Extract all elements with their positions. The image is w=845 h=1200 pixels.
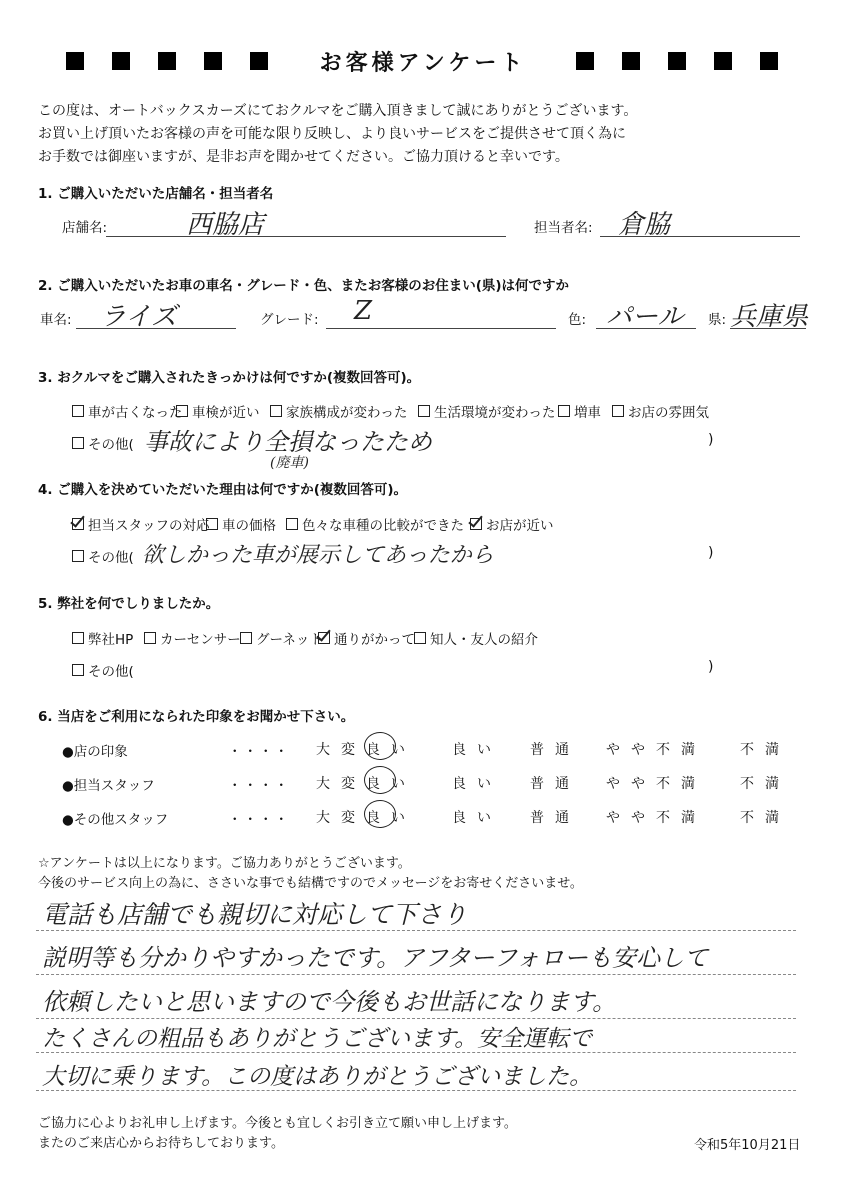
rating-label: ●店の印象 [62, 744, 128, 760]
black-square-icon [622, 52, 640, 70]
close-paren: ) [708, 659, 714, 675]
checkbox[interactable] [72, 550, 84, 562]
rating-option[interactable]: 普通 [530, 810, 580, 826]
checkbox-option[interactable]: 通りがかって [318, 628, 415, 648]
title-row [0, 44, 845, 78]
intro-line: この度は、オートバックスカーズにておクルマをご購入頂きまして誠にありがとうございます。 [38, 103, 638, 119]
rating-option[interactable]: 不満 [740, 742, 790, 758]
checkbox[interactable] [144, 632, 156, 644]
other-reason-value[interactable]: 欲しかった車が展示してあったから [142, 543, 494, 568]
question-4: 4. ご購入を決めていただいた理由は何ですか(複数回答可)。 [38, 482, 408, 498]
checkbox[interactable] [72, 437, 84, 449]
checkbox-option-other[interactable]: その他( [72, 546, 134, 566]
message-ruled-line [36, 974, 796, 975]
question-5: 5. 弊社を何でしりましたか。 [38, 596, 220, 612]
checkbox-option[interactable]: お店が近い [470, 514, 554, 534]
rating-option[interactable]: 普通 [530, 776, 580, 792]
black-square-icon [250, 52, 268, 70]
intro-line: お手数では御座いますが、是非お声を聞かせてください。ご協力頂けると幸いです。 [38, 149, 569, 165]
survey-date: 令和5年10月21日 [694, 1138, 801, 1153]
message-ruled-line [36, 1018, 796, 1019]
rating-option[interactable]: 不満 [740, 810, 790, 826]
close-paren: ) [708, 432, 714, 448]
rating-option[interactable]: 大変良い [316, 742, 416, 758]
checkbox[interactable] [206, 518, 218, 530]
color-underline [596, 328, 696, 329]
footer-line: ご協力に心よりお礼申し上げます。今後とも宜しくお引き立て願い申し上げます。 [38, 1116, 517, 1131]
selected-circle [364, 766, 396, 794]
pref-value[interactable]: 兵庫県 [730, 302, 809, 332]
checkbox-option[interactable]: カーセンサー [144, 628, 241, 648]
color-label: 色: [568, 312, 587, 328]
footer-line: またのご来店心からお待ちしております。 [38, 1136, 284, 1151]
close-paren: ) [708, 545, 714, 561]
closing-line: 今後のサービス向上の為に、ささいな事でも結構ですのでメッセージをお寄せくださいませ。 [38, 876, 583, 891]
rating-dots: ・・・・ [228, 744, 290, 760]
other-reason-note: (廃車) [270, 455, 309, 471]
car-value[interactable]: ライズ [100, 302, 177, 332]
black-square-icon [158, 52, 176, 70]
checkbox-option[interactable]: お店の雰囲気 [612, 401, 709, 421]
checkbox-checked[interactable] [72, 518, 84, 530]
rating-dots: ・・・・ [228, 812, 290, 828]
checkbox[interactable] [240, 632, 252, 644]
staff-value[interactable]: 倉脇 [618, 210, 671, 240]
rating-label: ●その他スタッフ [62, 812, 169, 828]
checkbox-option[interactable]: 増車 [558, 401, 601, 421]
rating-option[interactable]: やや不満 [606, 810, 706, 826]
rating-option[interactable]: 大変良い [316, 776, 416, 792]
black-square-icon [760, 52, 778, 70]
store-value[interactable]: 西脇店 [186, 210, 265, 240]
black-square-icon [112, 52, 130, 70]
checkbox-option[interactable]: 知人・友人の紹介 [414, 628, 538, 648]
selected-circle [364, 800, 396, 828]
checkbox-option[interactable]: 色々な車種の比較ができた [286, 514, 464, 534]
checkbox-option-other[interactable]: その他( [72, 433, 134, 453]
checkbox-option[interactable]: 担当スタッフの対応 [72, 514, 210, 534]
checkbox-option[interactable]: 生活環境が変わった [418, 401, 555, 421]
staff-label: 担当者名: [534, 220, 593, 236]
rating-option[interactable]: やや不満 [606, 776, 706, 792]
rating-label: ●担当スタッフ [62, 778, 155, 794]
staff-underline [600, 236, 800, 237]
checkbox-option[interactable]: 家族構成が変わった [270, 401, 407, 421]
grade-value[interactable]: Z [354, 296, 373, 326]
rating-option[interactable]: 良い [452, 742, 502, 758]
grade-underline [326, 328, 556, 329]
black-square-icon [204, 52, 222, 70]
black-square-icon [66, 52, 84, 70]
checkbox[interactable] [612, 405, 624, 417]
message-text[interactable]: たくさんの粗品もありがとうございます。安全運転で [42, 1026, 593, 1052]
checkbox[interactable] [418, 405, 430, 417]
checkbox-checked[interactable] [318, 632, 330, 644]
question-6: 6. 当店をご利用になられた印象をお聞かせ下さい。 [38, 709, 355, 725]
grade-label: グレード: [260, 312, 319, 328]
checkbox[interactable] [558, 405, 570, 417]
question-2: 2. ご購入いただいたお車の車名・グレード・色、またお客様のお住まい(県)は何ですか [38, 278, 570, 294]
checkbox-option[interactable]: 車検が近い [176, 401, 260, 421]
checkbox-checked[interactable] [470, 518, 482, 530]
question-1: 1. ご購入いただいた店舗名・担当者名 [38, 186, 274, 202]
checkbox[interactable] [72, 632, 84, 644]
checkbox-option[interactable]: 弊社HP [72, 628, 133, 648]
checkbox-option[interactable]: グーネット [240, 628, 323, 648]
message-text[interactable]: 大切に乗ります。この度はありがとうございました。 [42, 1064, 593, 1090]
checkbox[interactable] [72, 405, 84, 417]
other-reason-value[interactable]: 事故により全損なったため [144, 428, 432, 456]
store-underline [106, 236, 506, 237]
question-3: 3. おクルマをご購入されたきっかけは何ですか(複数回答可)。 [38, 370, 421, 386]
car-underline [76, 328, 236, 329]
closing-line: ☆アンケートは以上になります。ご協力ありがとうございます。 [38, 856, 411, 871]
rating-dots: ・・・・ [228, 778, 290, 794]
rating-option[interactable]: 良い [452, 776, 502, 792]
message-text[interactable]: 電話も店舗でも親切に対応して下さり [42, 900, 468, 929]
rating-option[interactable]: 不満 [740, 776, 790, 792]
black-square-icon [714, 52, 732, 70]
checkbox[interactable] [72, 664, 84, 676]
checkbox-option[interactable]: 車が古くなった [72, 401, 183, 421]
checkbox-option[interactable]: 車の価格 [206, 514, 276, 534]
intro-line: お買い上げ頂いたお客様の声を可能な限り反映し、より良いサービスをご提供させて頂く為に [38, 126, 626, 142]
checkbox[interactable] [270, 405, 282, 417]
rating-option[interactable]: 良い [452, 810, 502, 826]
rating-option[interactable]: 普通 [530, 742, 580, 758]
black-square-icon [668, 52, 686, 70]
checkbox-option-other[interactable]: その他( [72, 660, 134, 680]
checkbox[interactable] [176, 405, 188, 417]
rating-option[interactable]: やや不満 [606, 742, 706, 758]
rating-option[interactable]: 大変良い [316, 810, 416, 826]
color-value[interactable]: パール [606, 302, 684, 332]
checkbox[interactable] [414, 632, 426, 644]
selected-circle [364, 732, 396, 760]
black-square-icon [576, 52, 594, 70]
message-text[interactable]: 依頼したいと思いますので今後もお世話になります。 [42, 988, 617, 1016]
message-text[interactable]: 説明等も分かりやすかったです。アフターフォローも安心して [42, 944, 708, 972]
store-label: 店舗名: [62, 220, 108, 236]
car-label: 車名: [40, 312, 72, 328]
page-title: お客様アンケート [319, 51, 527, 76]
checkbox[interactable] [286, 518, 298, 530]
pref-underline [730, 328, 806, 329]
pref-label: 県: [708, 312, 727, 328]
